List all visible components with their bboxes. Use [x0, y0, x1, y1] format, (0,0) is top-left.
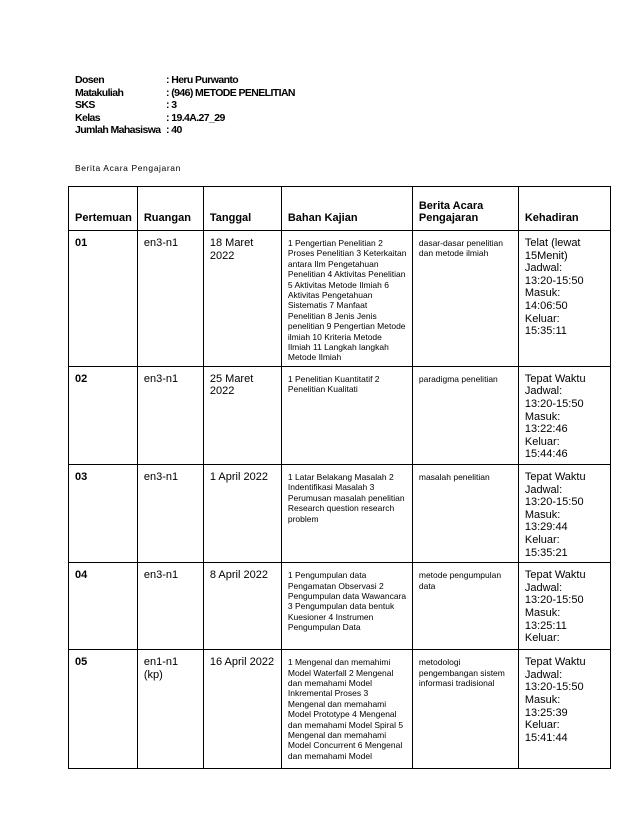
kehadiran-jadwal-label: Jadwal: [524, 483, 563, 496]
table-row [69, 563, 611, 650]
cell-berita-acara: paradigma penelitian [412, 366, 518, 464]
header-bahan-kajian: Bahan Kajian [281, 187, 412, 231]
cell-ruangan: en3-n1 [137, 563, 203, 650]
kehadiran-masuk-value: 13:22:46 [524, 423, 568, 436]
table-row [69, 366, 611, 464]
dosen-value: : Heru Purwanto [166, 74, 239, 86]
cell-pertemuan: 01 [69, 231, 138, 367]
cell-ruangan: en3-n1 [137, 231, 203, 367]
cell-ruangan: en3-n1 [137, 465, 203, 563]
kehadiran-jadwal-value: 13:20-15:50 [524, 496, 584, 509]
cell-tanggal: 18 Maret 2022 [203, 231, 281, 367]
jumlah-mahasiswa-label: Jumlah Mahasiswa [75, 124, 161, 137]
cell-berita-acara: metodologi pengembangan sistem informasi tradisional [412, 650, 518, 769]
section-title: Berita Acara Pengajaran [75, 163, 181, 173]
kehadiran-jadwal-value: 13:20-15:50 [524, 398, 584, 411]
cell-kehadiran [518, 231, 610, 367]
teaching-record-table [68, 186, 611, 769]
cell-ruangan: en3-n1 [137, 366, 203, 464]
cell-berita-acara: metode pengumpulan data [412, 563, 518, 650]
header-ruangan: Ruangan [137, 187, 203, 231]
table-row [69, 465, 611, 563]
kehadiran-keluar-label: Keluar: [524, 632, 560, 645]
kehadiran-jadwal-label: Jadwal: [524, 668, 563, 681]
header-kehadiran: Kehadiran [518, 187, 610, 231]
info-row-kelas [75, 112, 295, 125]
kehadiran-masuk-label: Masuk: [524, 287, 561, 300]
cell-bahan-kajian: 1 Pengertian Penelitian 2 Proses Penelitian 3 Keterkaitan antara Ilm Pengetahuan Penelitian 4 Aktivitas Penelitian 5 Aktivitas Metode Ilmiah 6 Aktivitas Pengetahuan Sistematis 7 Manfaat Penelitian 8 Jenis Jenis penelitian 9 Pengertian Metode ilmiah 10 Kriteria Metode Ilmiah 11 Langkah langkah Metode Ilmiah [281, 231, 412, 367]
matakuliah-value: : (946) METODE PENELITIAN [166, 86, 295, 99]
cell-pertemuan: 04 [69, 563, 138, 650]
cell-tanggal: 8 April 2022 [203, 563, 281, 650]
cell-berita-acara: masalah penelitian [412, 465, 518, 563]
info-row-jumlah [75, 124, 295, 137]
info-row-matakuliah [75, 87, 295, 100]
kehadiran-masuk-label: Masuk: [524, 693, 561, 706]
kehadiran-masuk-label: Masuk: [524, 410, 561, 423]
info-row-sks [75, 99, 295, 112]
kehadiran-jadwal-label: Jadwal: [524, 385, 563, 398]
cell-kehadiran [518, 650, 610, 769]
kehadiran-keluar-label: Keluar: [524, 312, 560, 325]
kehadiran-status: Tepat Waktu [524, 471, 586, 484]
kehadiran-keluar-value: 15:35:21 [524, 546, 568, 559]
kehadiran-jadwal-value: 13:20-15:50 [524, 594, 584, 607]
jumlah-mahasiswa-value: : 40 [166, 124, 182, 137]
cell-bahan-kajian: 1 Latar Belakang Masalah 2 Indentifikasi Masalah 3 Perumusan masalah penelitian Research question research problem [281, 465, 412, 563]
kehadiran-keluar-label: Keluar: [524, 435, 560, 448]
cell-bahan-kajian: 1 Penelitian Kuantitatif 2 Penelitian Kualitati [281, 366, 412, 464]
cell-ruangan: en1-n1 (kp) [137, 650, 203, 769]
cell-berita-acara: dasar-dasar penelitian dan metode ilmiah [412, 231, 518, 367]
dosen-label: Dosen [75, 74, 105, 86]
header-tanggal: Tanggal [203, 187, 281, 231]
matakuliah-label: Matakuliah [75, 86, 124, 99]
sks-value: : 3 [166, 99, 177, 112]
kehadiran-masuk-value: 13:29:44 [524, 521, 568, 534]
kehadiran-keluar-value: 15:44:46 [524, 448, 568, 461]
kehadiran-jadwal-value: 13:20-15:50 [524, 681, 584, 694]
kelas-label: Kelas [75, 111, 101, 124]
kehadiran-status: Tepat Waktu [524, 656, 586, 669]
header-berita-acara: Berita Acara Pengajaran [412, 187, 518, 231]
kehadiran-keluar-value: 15:41:44 [524, 731, 568, 744]
header-pertemuan: Pertemuan [69, 187, 138, 231]
kehadiran-status: Tepat Waktu [524, 372, 586, 385]
cell-tanggal: 1 April 2022 [203, 465, 281, 563]
kehadiran-jadwal-label: Jadwal: [524, 581, 563, 594]
cell-kehadiran [518, 366, 610, 464]
kehadiran-masuk-value: 13:25:39 [524, 706, 568, 719]
kehadiran-keluar-value: 15:35:11 [524, 325, 567, 338]
kehadiran-status: Tepat Waktu [524, 569, 586, 582]
cell-tanggal: 25 Maret 2022 [203, 366, 281, 464]
kehadiran-jadwal-value: 13:20-15:50 [524, 274, 584, 287]
kehadiran-masuk-label: Masuk: [524, 606, 561, 619]
cell-bahan-kajian: 1 Mengenal dan memahimi Model Waterfall 2 Mengenal dan memahami Model Inkremental Proses 3 Mengenal dan memahami Model Prototype 4 Mengenal dan memahami Model Spiral 5 Mengenal dan memahami Model Concurrent 6 Mengenal dan memahami Model [281, 650, 412, 769]
kehadiran-masuk-value: 14:06:50 [524, 299, 568, 312]
table-row [69, 231, 611, 367]
kehadiran-masuk-value: 13:25:11 [524, 619, 567, 632]
kehadiran-masuk-label: Masuk: [524, 508, 561, 521]
table-row [69, 650, 611, 769]
kehadiran-keluar-label: Keluar: [524, 719, 560, 732]
cell-pertemuan: 05 [69, 650, 138, 769]
course-info [75, 74, 295, 137]
kehadiran-status: Telat (lewat 15Menit) [524, 237, 581, 262]
cell-pertemuan: 02 [69, 366, 138, 464]
table-header-row [69, 187, 611, 231]
kelas-value: : 19.4A.27_29 [166, 111, 225, 124]
info-row-dosen [75, 74, 295, 87]
cell-kehadiran [518, 563, 610, 650]
sks-label: SKS [75, 99, 95, 112]
cell-tanggal: 16 April 2022 [203, 650, 281, 769]
cell-pertemuan: 03 [69, 465, 138, 563]
kehadiran-keluar-label: Keluar: [524, 534, 560, 546]
cell-kehadiran [518, 465, 610, 563]
kehadiran-jadwal-label: Jadwal: [524, 262, 563, 275]
cell-bahan-kajian: 1 Pengumpulan data Pengamatan Observasi 2 Pengumpulan data Wawancara 3 Pengumpulan data bentuk Kuesioner 4 Instrumen Pengumpulan Data [281, 563, 412, 650]
